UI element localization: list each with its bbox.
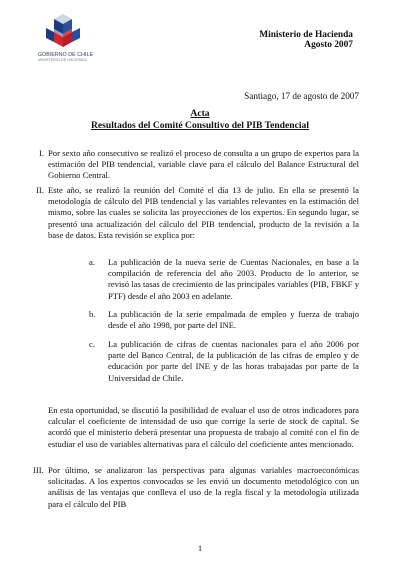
header-date: Agosto 2007	[304, 40, 353, 50]
document-subtitle: Resultados del Comité Consultivo del PIB Tendencial	[90, 120, 310, 131]
page-number: 1	[197, 543, 203, 553]
place-date: Santiago, 17 de agosto de 2007	[244, 91, 359, 101]
list-item: La publicación de la serie empalmada de empleo y fuerza de trabajo desde el año 1998, por parte del INE.	[108, 309, 359, 331]
list-item-label: b.	[89, 309, 96, 319]
list-item-label: a.	[89, 257, 95, 267]
logo-subtitle: MINISTERIO DE HACIENDA	[38, 58, 87, 62]
section-number: III.	[33, 465, 44, 475]
section-paragraph: Este año, se realizó la reunión del Comité el día 13 de julio. En ella se presentó la metodología de cálculo del PIB tendencial y las variables relevantes en la estimación del mismo, sobre las cuales se solicita las proyecciones de los expertos. En segundo lugar, se presentó una actualización del cálculo del PIB tendencial, producto de la revisión a la base de datos. Esta revisión se explica por:	[48, 185, 359, 240]
section-number: I.	[39, 148, 45, 158]
document-title: Acta	[190, 108, 210, 119]
section-paragraph: Por sexto año consecutivo se realizó el proceso de consulta a un grupo de expertos para la estimación del PIB tendencial, variable clave para el cálculo del Balance Estructural del Gobierno Central.	[48, 148, 359, 181]
header-ministry: Ministerio de Hacienda	[259, 30, 353, 40]
gobierno-de-chile-logo	[38, 14, 94, 68]
header-block	[259, 30, 353, 50]
logo-name: GOBIERNO DE CHILE	[38, 52, 94, 58]
logo-emblem-icon	[46, 14, 80, 50]
list-item: La publicación de cifras de cuentas nacionales para el año 2006 por parte del Banco Central, de la publicación de las cifras de empleo y de educación por parte del INE y de las horas trabajadas por parte de la Universidad de Chile.	[108, 339, 359, 383]
section-paragraph: En esta oportunidad, se discutió la posibilidad de evaluar el uso de otros indicadores para calcular el coeficiente de intensidad de uso que corrige la serie de stock de capital. Se acordó que el ministerio deberá presentar una propuesta de trabajo al comité con el fin de estudiar el uso de variables alternativas para el cálculo del coeficiente antes mencionado.	[48, 405, 359, 449]
list-item-label: c.	[89, 339, 95, 349]
section-paragraph: Por último, se analizaron las perspectivas para algunas variables macroeconómicas solicitadas. A los expertos convocados se les envió un documento metodológico con un análisis de las ventajas que conlleva el uso de la regla fiscal y la metodología utilizada para el cálculo del PIB	[48, 465, 359, 509]
section-number: II.	[36, 185, 44, 195]
list-item: La publicación de la nueva serie de Cuentas Nacionales, en base a la compilación de referencia del año 2003. Producto de lo anterior, se revisó las tasas de crecimiento de las principales variables (PIB, FBKF y PTF) desde el año 2003 en adelante.	[108, 257, 359, 301]
